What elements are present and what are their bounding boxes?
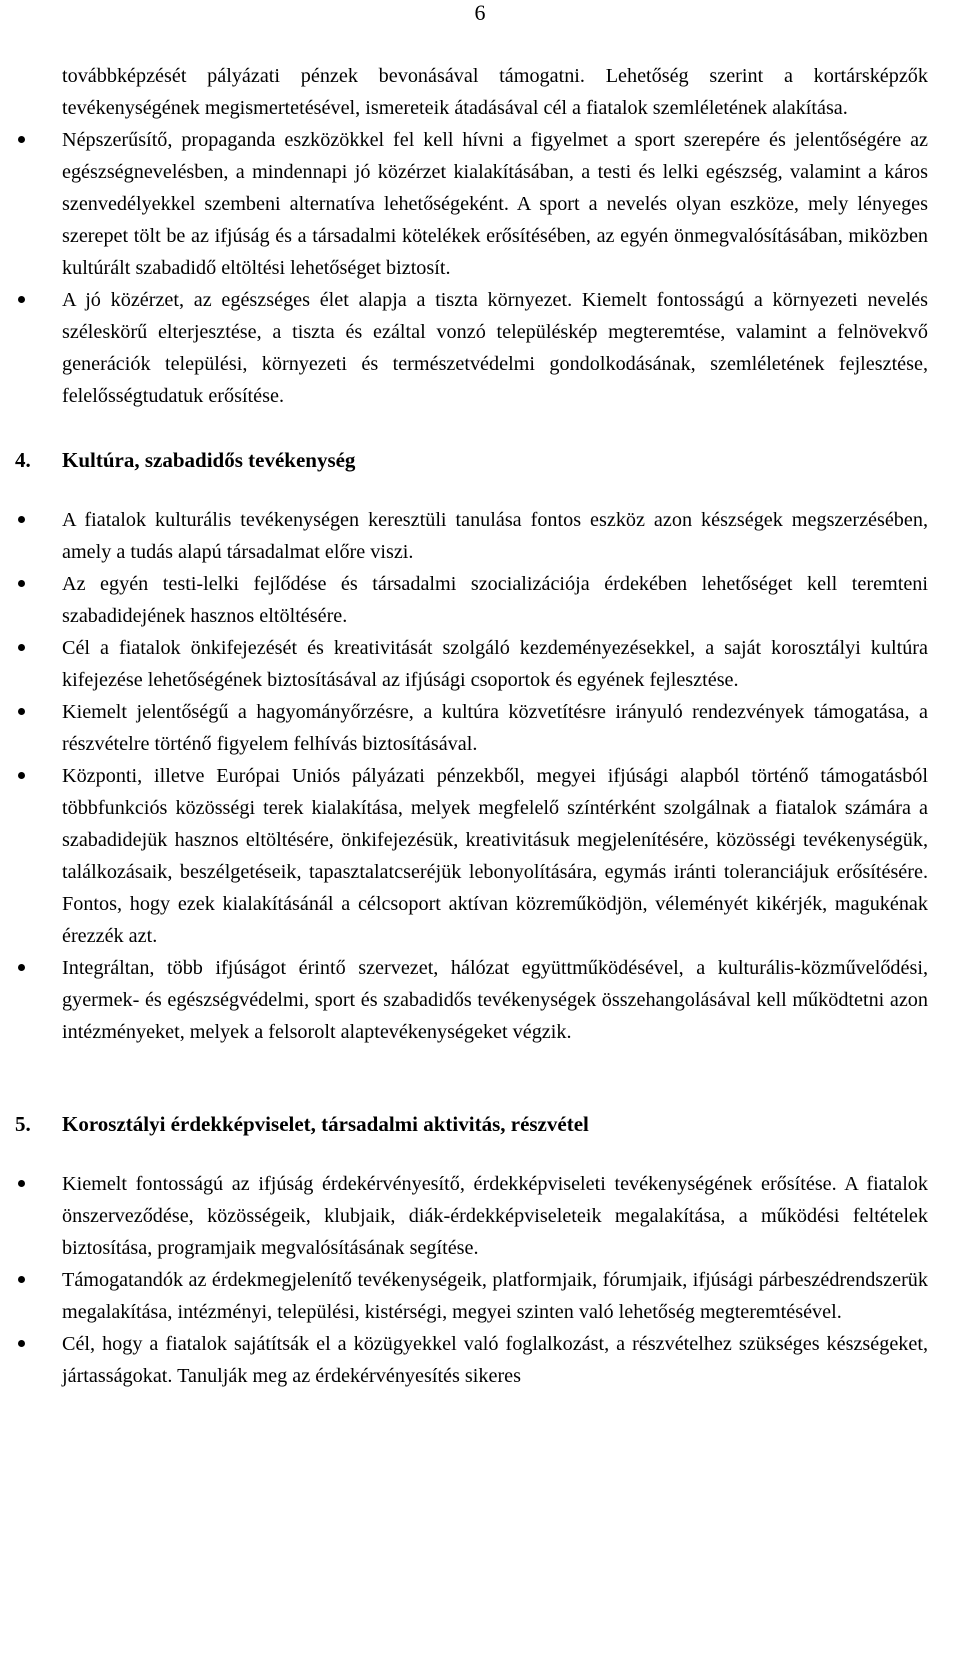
list-item-text: Kiemelt fontosságú az ifjúság érdekérvényesítő, érdekképviseleti tevékenységének erősítése. A fiatalok önszerveződése, közösségeik, klubjaik, diák-érdekképviseleteik megalakítása, a működési feltételek biztosítása, programjaik megvalósításának segítése. [62,1173,928,1259]
bullet-icon [18,296,25,303]
section-5-list [62,1168,928,1392]
list-item [62,504,928,568]
bullet-list-a [62,124,928,412]
list-item [62,632,928,696]
bullet-icon [18,708,25,715]
bullet-icon [18,1276,25,1283]
bullet-icon [18,644,25,651]
section-4-number: 4. [15,448,31,472]
bullet-icon [18,964,25,971]
list-item-text: Kiemelt jelentőségű a hagyományőrzésre, a kultúra közvetítésre irányuló rendezvények támogatása, a részvételre történő figyelem felhívás biztosításával. [62,701,928,755]
section-5-title: Korosztályi érdekképviselet, társadalmi aktivitás, részvétel [62,1112,589,1136]
document-body [15,60,928,1392]
bullet-icon [18,772,25,779]
list-item-text: A jó közérzet, az egészséges élet alapja a tiszta környezet. Kiemelt fontosságú a környezeti nevelés széleskörű elterjesztése, a tiszta és ezáltal vonzó településkép megteremtése, valamint a felnövekvő generációk települési, környezeti és természetvédelmi gondolkodásának, szemléletének fejlesztése, felelősségtudatuk erősítése. [62,289,928,407]
page-number: 6 [474,0,486,25]
intro-paragraph: továbbképzését pályázati pénzek bevonásával támogatni. Lehetőség szerint a kortársképzők tevékenységének megismertetésével, ismereteik átadásával cél a fiatalok szemléletének alakítása. [62,65,928,119]
list-item-text: Központi, illetve Európai Uniós pályázati pénzekből, megyei ifjúsági alapból történő támogatásból többfunkciós közösségi terek kialakítása, melyek megfelelő színtérként szolgálnak a fiatalok számára a szabadidejük hasznos eltöltésére, önkifejezésük, kreativitásuk megjelenítésére, közösségi tevékenységük, találkozásaik, beszélgetéseik, tapasztalatcseréjük lebonyolítására, egymás iránti toleranciájuk erősítésére. Fontos, hogy ezek kialakításánál a célcsoport aktívan közreműködjön, véleményét kikérjék, magukénak érezzék azt. [62,765,928,947]
list-item-text: Cél a fiatalok önkifejezését és kreativitását szolgáló kezdeményezésekkel, a saját korosztályi kultúra kifejezése lehetőségének biztosításával az ifjúsági csoportok és egyének fejlesztése. [62,637,928,691]
bullet-icon [18,136,25,143]
list-item-text: Népszerűsítő, propaganda eszközökkel fel kell hívni a figyelmet a sport szerepére és jelentőségére az egészségnevelésben, a mindennapi jó közérzet kialakításában, a testi és lelki egészség, valamint a káros szenvedélyekkel szembeni alternatíva lehetőségeként. A sport a nevelés olyan eszköze, mely lényeges szerepet tölt be az ifjúság és a társadalmi kötelékek erősítésében, az egyén önmegvalósításában, miközben kultúrált szabadidő eltöltési lehetőséget biztosít. [62,129,928,279]
list-item [62,1168,928,1264]
list-item-text: Integráltan, több ifjúságot érintő szervezet, hálózat együttműködésével, a kulturális-közművelődési, gyermek- és egészségvédelmi, sport és szabadidős tevékenységek összehangolásával kell működtetni azon intézményeket, melyek a felsorolt alaptevékenységeket végzik. [62,957,928,1043]
bullet-icon [18,516,25,523]
list-item [62,1328,928,1392]
section-5-heading [15,1108,928,1140]
section-5-number: 5. [15,1112,31,1136]
list-item [62,1264,928,1328]
list-item [62,124,928,284]
list-item-text: Az egyén testi-lelki fejlődése és társadalmi szocializációja érdekében lehetőséget kell teremteni szabadidejének hasznos eltöltésére. [62,573,928,627]
bullet-icon [18,1180,25,1187]
list-item [62,568,928,632]
section-4-list [62,504,928,1048]
list-item-text: A fiatalok kulturális tevékenységen keresztüli tanulása fontos eszköz azon készségek megszerzésében, amely a tudás alapú társadalmat előre viszi. [62,509,928,563]
list-item [62,952,928,1048]
list-item [62,760,928,952]
list-item [62,284,928,412]
section-4-title: Kultúra, szabadidős tevékenység [62,448,356,472]
list-item-text: Támogatandók az érdekmegjelenítő tevékenységeik, platformjaik, fórumjaik, ifjúsági párbeszédrendszerük megalakítása, intézményi, települési, kistérségi, megyei szinten való lehetőség megteremtésével. [62,1269,928,1323]
section-4-heading [15,444,928,476]
list-item [62,696,928,760]
bullet-icon [18,580,25,587]
bullet-icon [18,1340,25,1347]
list-item-text: Cél, hogy a fiatalok sajátítsák el a közügyekkel való foglalkozást, a részvételhez szükséges készségeket, jártasságokat. Tanulják meg az érdekérvényesítés sikeres [62,1333,928,1387]
